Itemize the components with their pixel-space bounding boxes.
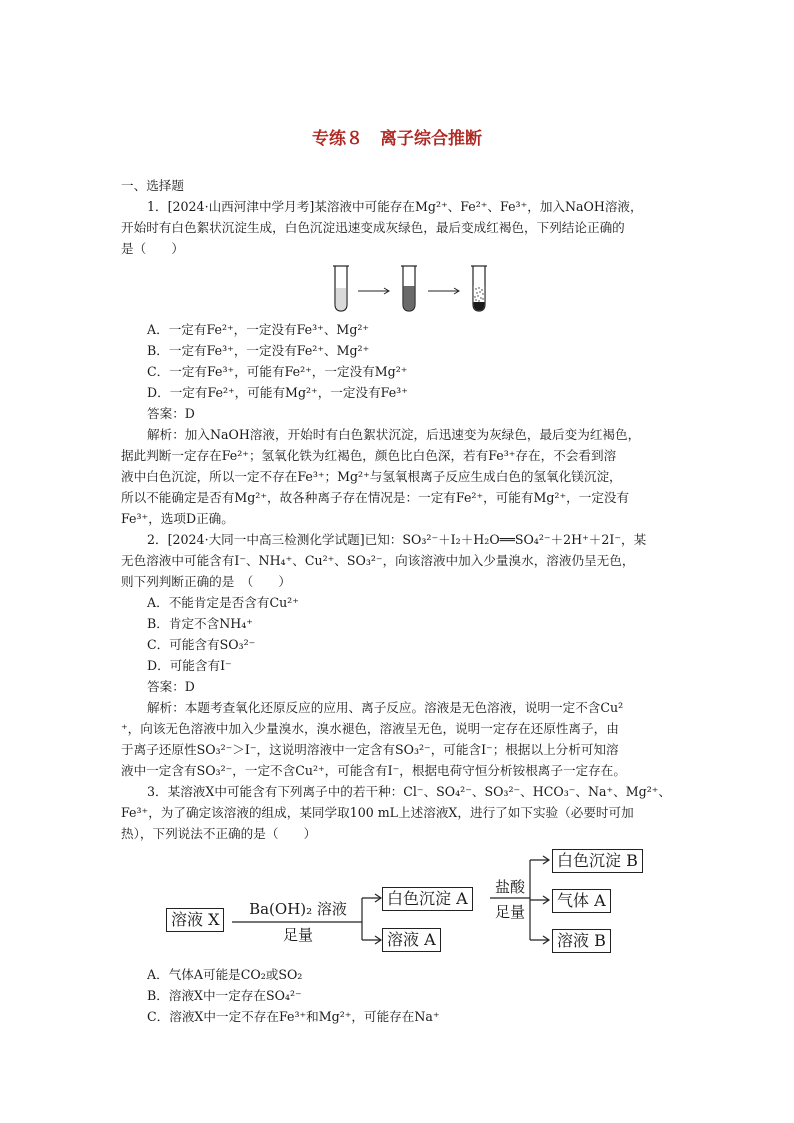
experiment-flowchart — [162, 846, 662, 956]
q2-option-c: C．可能含有SO₃²⁻ — [147, 637, 256, 652]
q1-explanation-line-4: 所以不能确定是否有Mg²⁺，故各种离子存在情况是：一定有Fe²⁺，可能有Mg²⁺，一定没有 — [121, 490, 630, 505]
tube-red-brown-precipitate — [471, 266, 487, 311]
q2-explanation-line-2: ⁺，向该无色溶液中加入少量溴水，溴水褪色，溶液呈无色，说明一定存在还原性离子，由 — [121, 721, 619, 736]
box-gas-a: 气体 A — [552, 889, 611, 913]
acid-hcl-label: 盐酸 — [494, 878, 525, 896]
q2-explanation-line-3: 于离子还原性SO₃²⁻＞I⁻，这说明溶液中一定含有SO₃²⁻，可能含I⁻；根据以上分析可知溶 — [121, 742, 619, 757]
reagent-baoh2-label: Ba(OH)₂ 溶液 — [249, 900, 347, 918]
q2-option-a: A．不能肯定是否含有Cu²⁺ — [147, 595, 299, 610]
box-white-precipitate-a: 白色沉淀 A — [382, 887, 473, 911]
page-title: 专练８ 离子综合推断 — [312, 129, 482, 149]
q2-stem-line-2: 无色溶液中可能含有I⁻、NH₄⁺、Cu²⁺、SO₃²⁻，向该溶液中加入少量溴水，溶液仍呈无色， — [121, 553, 635, 568]
tube-grey-green-precipitate — [401, 266, 417, 311]
q2-stem-line-1: 2．[2024·大同一中高三检测化学试题]已知：SO₃²⁻＋I₂＋H₂O══SO₄²⁻＋2H⁺＋2I⁻，某 — [147, 532, 647, 547]
box-solution-x: 溶液 X — [166, 908, 224, 932]
q2-answer: 答案：D — [147, 679, 195, 694]
q1-answer: 答案：D — [147, 406, 195, 421]
q1-option-a: A．一定有Fe²⁺，一定没有Fe³⁺、Mg²⁺ — [147, 322, 370, 337]
q2-explanation-line-1: 解析：本题考查氧化还原反应的应用、离子反应。溶液是无色溶液，说明一定不含Cu² — [147, 700, 624, 715]
acid-excess-label: 足量 — [494, 903, 525, 921]
box-solution-a: 溶液 A — [382, 928, 441, 952]
q3-option-c: C．溶液X中一定不存在Fe³⁺和Mg²⁺，可能存在Na⁺ — [147, 1009, 440, 1024]
q2-explanation-line-4: 液中一定含有SO₃²⁻，一定不含Cu²⁺，可能含有I⁻，根据电荷守恒分析铵根离子一定存在。 — [121, 763, 626, 778]
q3-option-b: B．溶液X中一定存在SO₄²⁻ — [147, 988, 302, 1003]
reagent-excess-label: 足量 — [282, 926, 313, 944]
arrow-1 — [358, 288, 389, 294]
q2-stem-line-3: 则下列判断正确的是 （ ） — [121, 574, 292, 589]
box-white-precipitate-b: 白色沉淀 B — [552, 849, 643, 873]
box-solution-b: 溶液 B — [552, 929, 611, 953]
q3-stem-line-3: 热），下列说法不正确的是（ ） — [121, 826, 317, 841]
q1-stem-line-2: 开始时有白色絮状沉淀生成，白色沉淀迅速变成灰绿色，最后变成红褐色，下列结论正确的 — [121, 220, 625, 235]
section-heading: 一、选择题 — [121, 178, 184, 193]
test-tubes-figure — [330, 264, 490, 314]
q1-explanation-line-2: 据此判断一定存在Fe²⁺；氢氧化铁为红褐色，颜色比白色深，若有Fe³⁺存在，不会看到溶 — [121, 448, 617, 463]
arrow-2 — [428, 288, 459, 294]
q3-stem-line-2: Fe³⁺，为了确定该溶液的组成，某同学取100 mL上述溶液X，进行了如下实验（必要时可加 — [121, 805, 634, 820]
q1-stem-line-3: 是（ ） — [121, 241, 184, 256]
q2-option-b: B．肯定不含NH₄⁺ — [147, 616, 253, 631]
q3-stem-line-1: 3．某溶液X中可能含有下列离子中的若干种：Cl⁻、SO₄²⁻、SO₃²⁻、HCO₃⁻、Na⁺、Mg²⁺、 — [147, 784, 671, 799]
q1-explanation-line-3: 液中白色沉淀，所以一定不存在Fe³⁺；Mg²⁺与氢氧根离子反应生成白色的氢氧化镁沉淀， — [121, 469, 622, 484]
q1-option-b: B．一定有Fe³⁺，一定没有Fe²⁺、Mg²⁺ — [147, 343, 370, 358]
tube-white-precipitate — [333, 266, 349, 311]
q1-explanation-line-1: 解析：加入NaOH溶液，开始时有白色絮状沉淀，后迅速变为灰绿色，最后变为红褐色， — [147, 427, 641, 442]
q1-explanation-line-5: Fe³⁺，选项D正确。 — [121, 511, 234, 526]
q1-option-c: C．一定有Fe³⁺，可能有Fe²⁺，一定没有Mg²⁺ — [147, 364, 408, 379]
q1-option-d: D．一定有Fe²⁺，可能有Mg²⁺，一定没有Fe³⁺ — [147, 385, 408, 400]
q1-stem-line-1: 1．[2024·山西河津中学月考]某溶液中可能存在Mg²⁺、Fe²⁺、Fe³⁺，加入NaOH溶液， — [147, 199, 643, 214]
q2-option-d: D．可能含有I⁻ — [147, 658, 232, 673]
q3-option-a: A．气体A可能是CO₂或SO₂ — [147, 967, 303, 982]
